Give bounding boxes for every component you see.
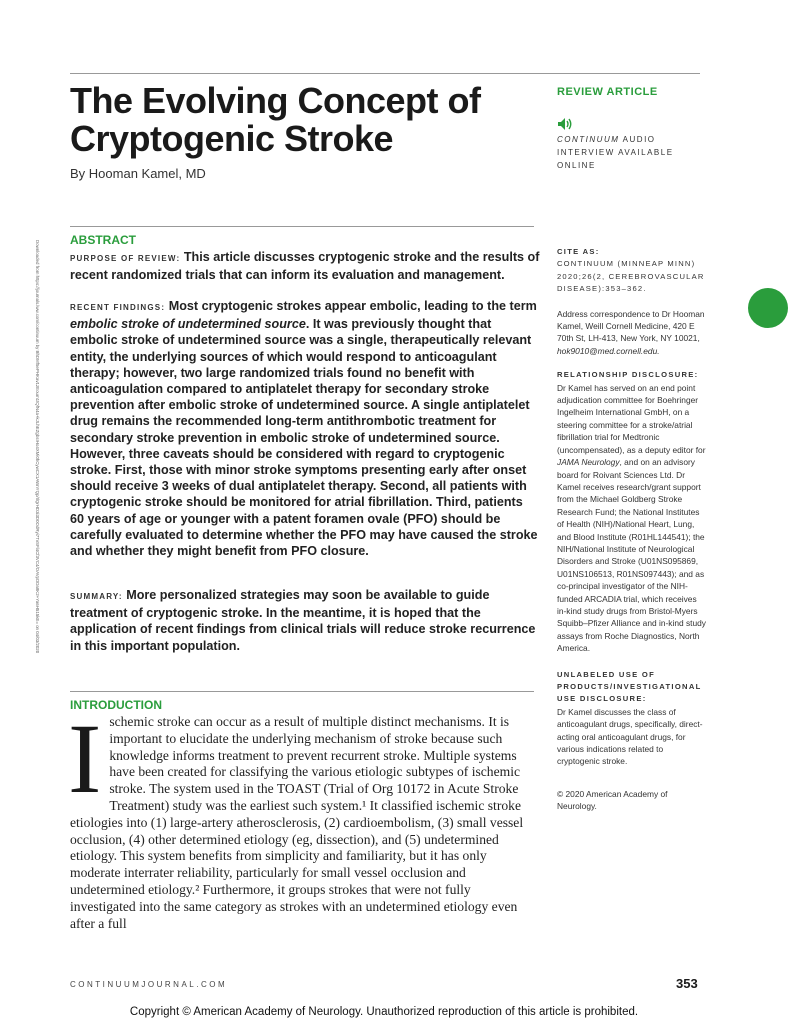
summary-text: More personalized strategies may soon be available to guide treatment of cryptogenic stroke. In the meantime, it is hoped that the application of recent findings from clinical trials will reduce stroke recurrence in this important population.	[70, 588, 536, 653]
audio-text: AUDIO INTERVIEW AVAILABLE ONLINE	[557, 135, 674, 170]
footer-site[interactable]: CONTINUUMJOURNAL.COM	[70, 980, 228, 989]
unlabeled-label: UNLABELED USE OF PRODUCTS/INVESTIGATIONAL USE DISCLOSURE:	[557, 669, 702, 704]
address-text: Address correspondence to Dr Hooman Kamel, Weill Cornell Medicine, 420 E 70th St, LH-413, New York, NY 10021,	[557, 308, 705, 344]
findings-label: RECENT FINDINGS:	[70, 303, 166, 312]
relationship-pre: Dr Kamel has served on an end point adjudication committee for Boehringer Ingelheim International GmbH, on a steering committee for a stroke/atrial fibrillation trial for Medtronic (uncompensated), as a deputy editor for	[557, 382, 706, 455]
speaker-icon[interactable]	[557, 117, 573, 131]
section-tab-marker	[748, 288, 788, 328]
summary	[70, 587, 540, 654]
download-note	[30, 240, 38, 780]
relationship-journal: JAMA Neurology	[557, 457, 620, 468]
sidebar	[557, 246, 707, 813]
findings-term: embolic stroke of undetermined source	[70, 317, 306, 332]
summary-label: SUMMARY:	[70, 592, 123, 601]
purpose-of-review	[70, 249, 540, 283]
abstract-rule	[70, 226, 534, 227]
abstract-heading: ABSTRACT	[70, 233, 136, 247]
intro-rule	[70, 691, 534, 692]
relationship-label: RELATIONSHIP DISCLOSURE:	[557, 370, 699, 380]
top-rule	[70, 73, 700, 74]
address-email[interactable]: hok9010@med.cornell.edu.	[557, 345, 660, 356]
introduction-heading: INTRODUCTION	[70, 698, 162, 712]
article-type-label: REVIEW ARTICLE	[557, 86, 658, 98]
address	[557, 308, 707, 358]
copyright-notice: Copyright © American Academy of Neurology. Unauthorized reproduction of this article is prohibited.	[129, 1006, 639, 1018]
drop-cap: I	[68, 703, 102, 814]
article-title: The Evolving Concept of Cryptogenic Stroke	[70, 80, 481, 159]
sidebar-copyright: © 2020 American Academy of Neurology.	[557, 788, 668, 812]
findings-pre: Most cryptogenic strokes appear embolic, leading to the term	[168, 299, 537, 313]
download-note-text: Downloaded from https://journals.lww.com/continuum by BhDMf5ePHKav1zEoum1tQfN4a+kJLhEZgbsIHo4XMi0hCywCX1AWnYQp/IlQrHD3i3D0OdRyi7TvSFl4Cf3VC4/OAVpDDa8K2+Ya6H515kE= on 04/03/2020	[35, 240, 40, 654]
byline: By Hooman Kamel, MD	[70, 166, 206, 181]
findings-post: . It was previously thought that embolic stroke of undetermined source was a single, therapeutically relevant entity, the underlying sources of which would respond to anticoagulant therapy; however, two large randomized trials found no benefit with anticoagulation compared to antiplatelet therapy for secondary stroke prevention after embolic stroke of undetermined source. A single antiplatelet drug remains the recommended long-term antithrombotic treatment for secondary stroke prevention in embolic stroke of undetermined source. However, three caveats should be considered with regard to cryptogenic stroke. First, those with minor stroke symptoms presenting early after onset should receive 3 weeks of dual antiplatelet therapy. Second, all patients with cryptogenic stroke should be monitored for atrial fibrillation. Third, patients 60 years of age or younger with a patent foramen ovale (PFO) should be carefully evaluated to determine whether the PFO may have caused the stroke and whether they might benefit from PFO closure.	[70, 317, 538, 559]
page-number: 353	[676, 976, 698, 991]
journal-name: CONTINUUM	[557, 135, 620, 144]
purpose-label: PURPOSE OF REVIEW:	[70, 254, 181, 263]
relationship-post: , and on an advisory board for Roivant Sciences Ltd. Dr Kamel receives research/grant support from the Michael Goldberg Stroke Research Fund; the National Institutes of Health (NIH)/National Heart, Lung, and Blood Institute (R01HL144541); the NIH/National Institute of Neurological Disorders and Stroke (U01NS095869, U01NS106513, R01NS097443); and as co-principal investigator of the NIH-funded ARCADIA trial, which receives in-kind study drugs from Bristol-Myers Squibb–Pfizer Alliance and in-kind study assays from Roche Diagnostics, North America.	[557, 457, 706, 654]
purpose-text: This article discusses cryptogenic stroke and the results of recent randomized trials that can inform its evaluation and management.	[70, 250, 540, 283]
relationship-text	[557, 382, 707, 655]
cite-label: CITE AS:	[557, 247, 600, 256]
recent-findings	[70, 298, 540, 559]
cite-text: CONTINUUM (MINNEAP MINN) 2020;26(2, CEREBROVASCULAR DISEASE):353–362.	[557, 259, 705, 294]
audio-interview-note	[557, 133, 707, 172]
unlabeled-text: Dr Kamel discusses the class of anticoagulant drugs, specifically, direct-acting oral anticoagulant drugs, for various indications related to cryptogenic stroke.	[557, 706, 703, 767]
intro-body: schemic stroke can occur as a result of multiple distinct mechanisms. It is important to elucidate the underlying mechanism of stroke because such knowledge informs treatment to prevent recurrent stroke. Multiple systems have been created for classifying the various etiologic subtypes of ischemic stroke. The system used in the TOAST (Trial of Org 10172 in Acute Stroke Treatment) study was the earliest such system.¹ It classified ischemic stroke etiologies into (1) large-artery atherosclerosis, (2) cardioembolism, (3) small vessel occlusion, (4) other determined etiology (eg, dissection), and (5) undetermined etiology. This system benefits from simplicity and familiarity, but it has only moderate interrater reliability, particularly for small vessel occlusion and undetermined etiology.² Furthermore, it groups strokes that were not fully investigated into the same category as strokes with an undetermined etiology even after a full	[70, 714, 524, 931]
